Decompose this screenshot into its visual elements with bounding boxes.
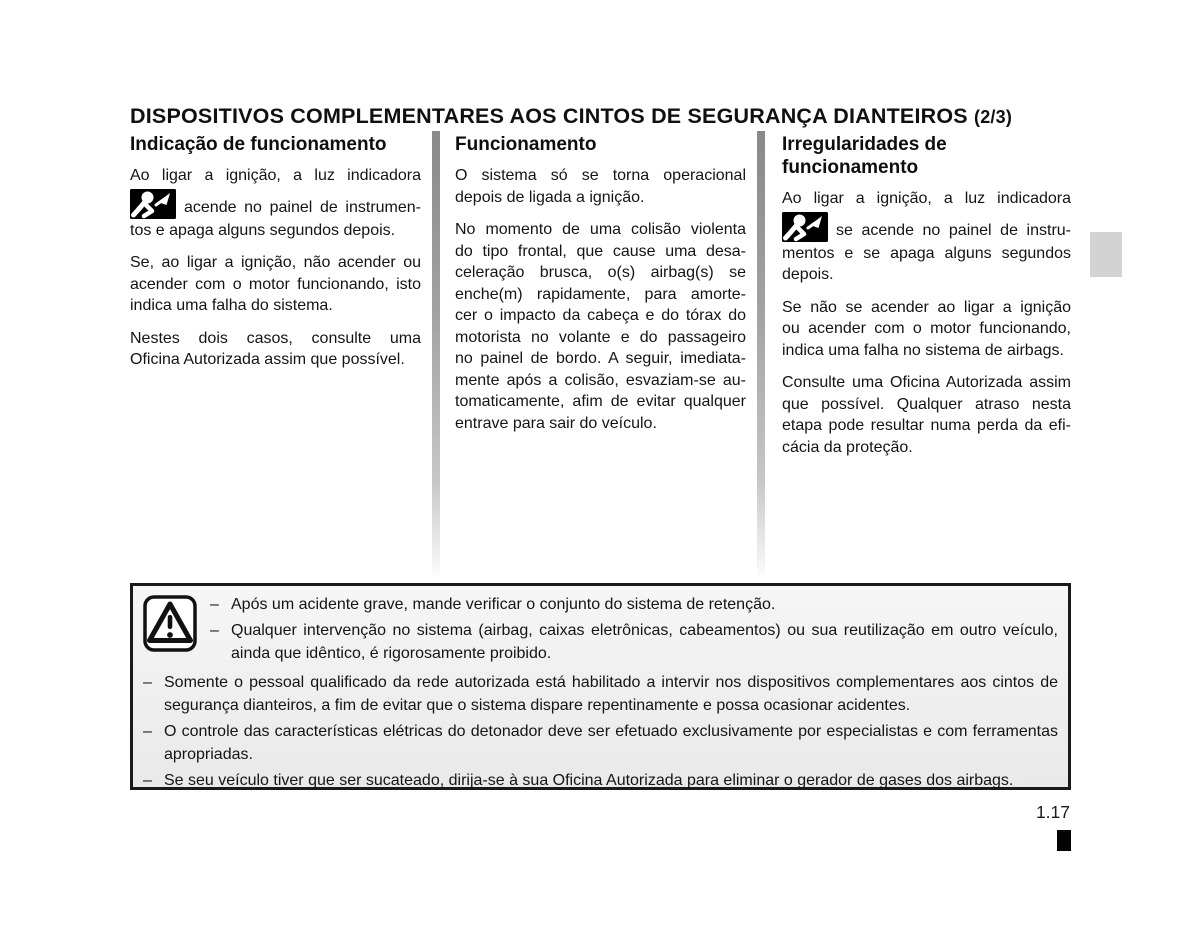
text-line: entrave para sair do veículo. [455, 414, 657, 432]
bullet-text: Após um acidente grave, mande verificar o conjunto do sistema de retenção. [231, 596, 776, 613]
column-heading: Irregularidades de funcionamento [782, 134, 947, 178]
paragraph [782, 297, 1071, 362]
column-heading: Funcionamento [455, 134, 597, 155]
text-line: que possível. Qualquer atraso nesta [782, 395, 1071, 413]
text-line: No momento de uma colisão violenta [455, 221, 746, 238]
column-heading: Indicação de funcionamento [130, 134, 387, 155]
text-line: enche(m) rapidamente, para amorte- [455, 285, 746, 303]
paragraph [455, 219, 746, 434]
warning-triangle-icon [143, 595, 197, 668]
paragraph [782, 188, 1071, 286]
paragraph [130, 165, 421, 241]
text-line: tos e apaga alguns segundos depois. [130, 221, 396, 239]
text-line: Se, ao ligar a ignição, não acender ou [130, 254, 421, 271]
paragraph [782, 372, 1071, 458]
bullet-dash: – [143, 723, 152, 740]
bullet-text: Qualquer intervenção no sistema (airbag, caixas eletrônicas, cabeamentos) ou sua reutilização em outro veículo, ainda que idêntico, é rigorosamente proibido. [231, 622, 1058, 662]
warning-bullet [143, 720, 1058, 766]
paragraph [455, 165, 746, 208]
warning-bullet [210, 619, 1058, 665]
text-line: indica uma falha no sistema de airbags. [782, 341, 1064, 359]
warning-box [130, 583, 1071, 790]
text-line: tomaticamente, afim de evitar qualquer [455, 393, 746, 410]
text-line: cácia da proteção. [782, 438, 913, 456]
bullet-dash: – [143, 674, 152, 691]
text-line: do tipo frontal, que cause uma desa- [455, 242, 746, 260]
bullet-dash: – [210, 596, 219, 613]
paragraph [130, 252, 421, 317]
section-index-marker [1057, 830, 1071, 851]
page-title-text: DISPOSITIVOS COMPLEMENTARES AOS CINTOS DE SEGURANÇA DIANTEIROS [130, 104, 968, 129]
section-edge-tab [1090, 232, 1122, 277]
warning-box-top-row [143, 593, 1058, 668]
text-line: depois. [782, 266, 834, 283]
text-line: acende no painel de instrumen- [184, 199, 421, 216]
text-line: Nestes dois casos, consulte uma [130, 329, 421, 347]
text-line: motorista no volante e do passageiro [455, 328, 746, 346]
text-line: cer o impacto da cabeça e do tórax do [455, 307, 746, 324]
page-number: 1.17 [1035, 802, 1070, 822]
bullet-text: O controle das características elétricas do detonador deve ser efetuado exclusivamente por especialistas e com ferramentas apropriadas. [164, 723, 1058, 763]
warning-bullet [143, 769, 1058, 792]
warning-bullets-full-width [143, 671, 1058, 792]
icon-text-row [782, 212, 1071, 242]
column-operation-faults [782, 133, 1071, 469]
text-line: Oficina Autorizada assim que possível. [130, 351, 405, 368]
column-divider [432, 131, 440, 578]
text-line: celeração brusca, o(s) airbag(s) se [455, 264, 746, 281]
text-line: no painel de bordo. A seguir, imediata- [455, 350, 746, 367]
warning-bullets-beside-icon [210, 593, 1058, 668]
warning-bullet [143, 671, 1058, 717]
paragraph-lines [782, 243, 1071, 286]
column-divider [757, 131, 765, 578]
airbag-warning-light-icon [782, 212, 828, 242]
bullet-text: Somente o pessoal qualificado da rede autorizada está habilitado a intervir nos dispositivos complementares aos cintos de segurança dianteiros, a fim de evitar que o sistema dispare repentinamente e possa ocasionar acidentes. [164, 674, 1058, 714]
text-line: Ao ligar a ignição, a luz indicadora [130, 167, 421, 184]
bullet-text: Se seu veículo tiver que ser sucateado, dirija-se à sua Oficina Autorizada para eliminar o gerador de gases dos airbags. [164, 772, 1014, 789]
text-line: Consulte uma Oficina Autorizada assim [782, 374, 1071, 391]
text-line: etapa pode resultar numa perda da efi- [782, 417, 1071, 434]
paragraph-lines [130, 220, 421, 242]
text-line: Ao ligar a ignição, a luz indicadora [782, 190, 1071, 207]
text-line: O sistema só se torna operacional [455, 167, 746, 184]
column-operation-indication [130, 133, 421, 382]
text-line: mentos e se apaga alguns segundos [782, 244, 1071, 262]
text-line: mente após a colisão, esvaziam-se au- [455, 371, 746, 389]
page-title-part: (2/3) [974, 107, 1013, 128]
paragraph [130, 328, 421, 371]
text-line: ou acender com o motor funcionando, [782, 320, 1071, 337]
bullet-dash: – [210, 622, 219, 639]
text-line: indica uma falha do sistema. [130, 297, 333, 314]
text-line: acender com o motor funcionando, isto [130, 275, 421, 293]
bullet-dash: – [143, 772, 152, 789]
warning-bullet [210, 593, 1058, 616]
icon-text-row [130, 189, 421, 219]
text-line: depois de ligada a ignição. [455, 188, 645, 206]
text-line: se acende no painel de instru- [836, 222, 1071, 239]
column-operation [455, 133, 746, 445]
text-line: Se não se acender ao ligar a ignição [782, 298, 1071, 316]
airbag-warning-light-icon [130, 189, 176, 219]
page-title [130, 104, 1090, 129]
